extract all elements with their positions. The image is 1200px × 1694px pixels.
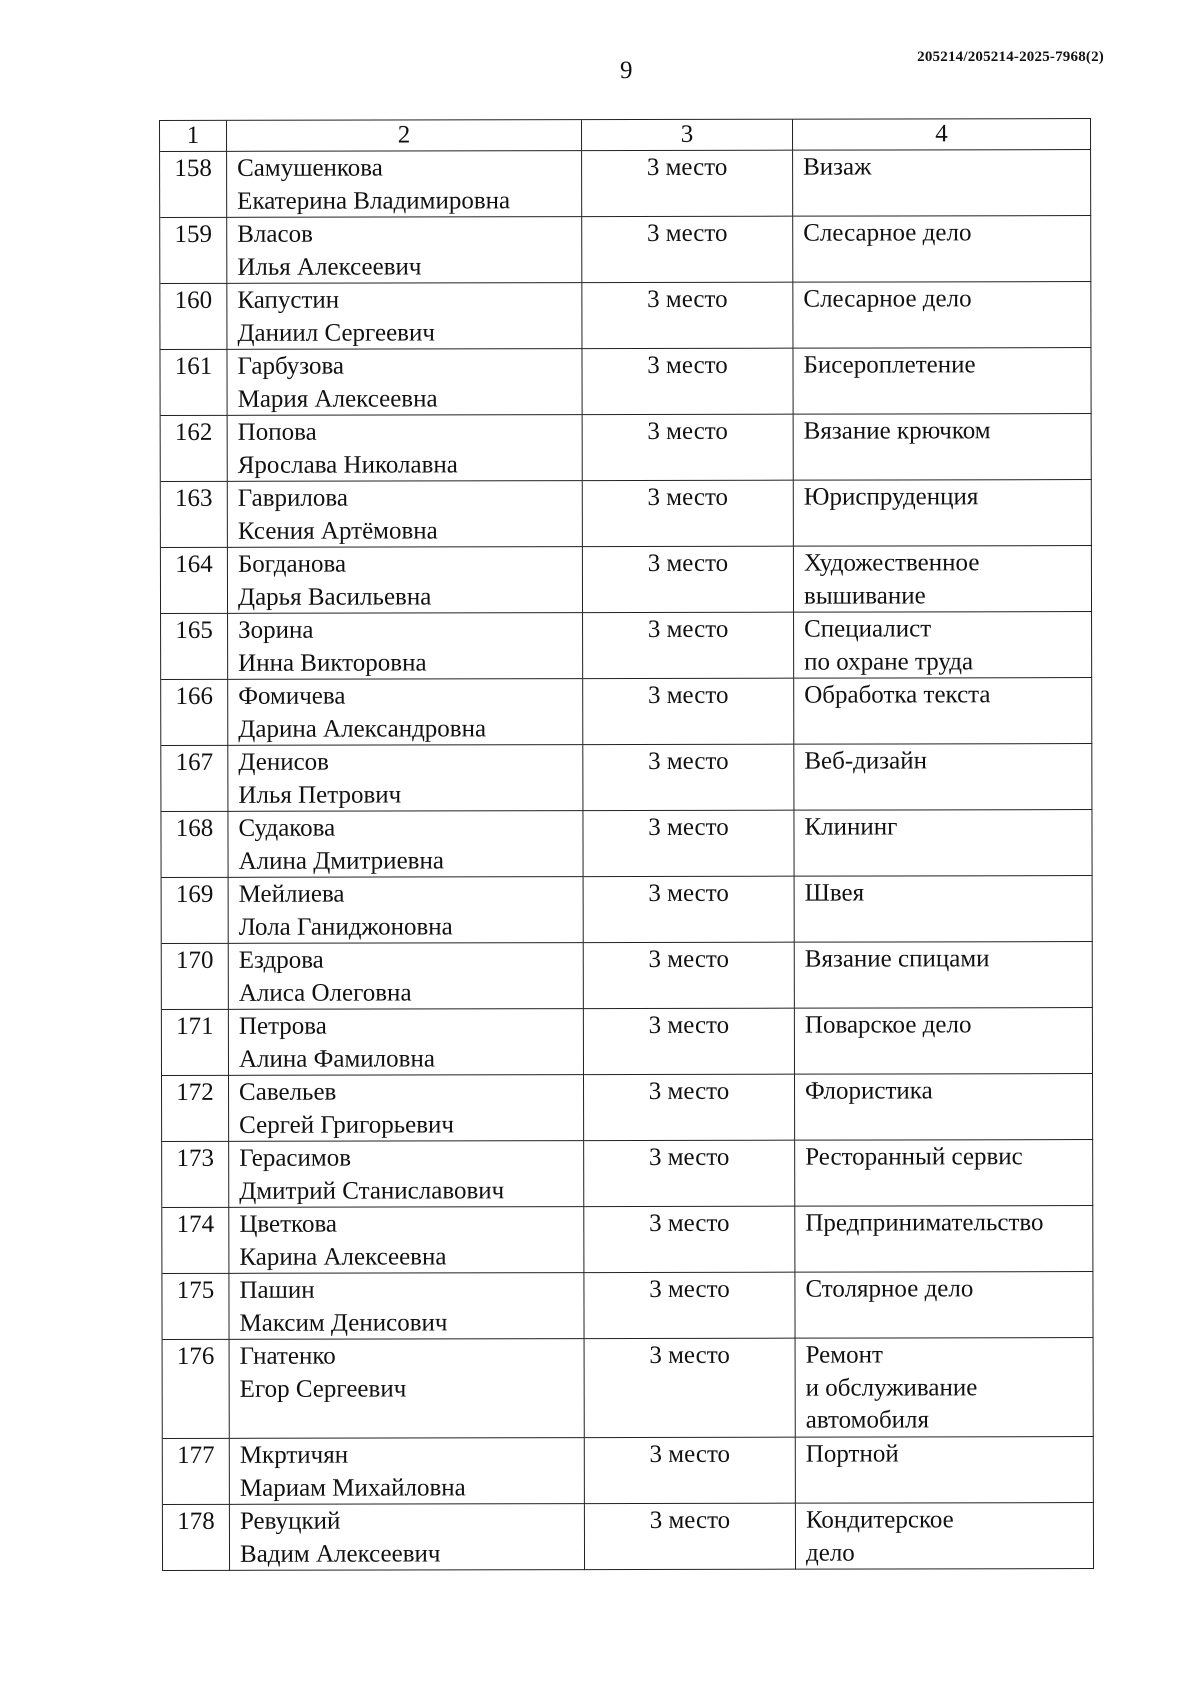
participant-surname: Ездрова [238, 946, 324, 974]
place-cell: 3 место [583, 547, 794, 613]
participant-surname: Мейлиева [238, 880, 345, 908]
table-row [160, 216, 1091, 284]
table-row [162, 876, 1093, 944]
column-header-2: 2 [227, 120, 582, 152]
row-number: 162 [161, 416, 228, 482]
category-cell [796, 1338, 1094, 1438]
category-cell [793, 216, 1091, 283]
table-row [162, 1272, 1093, 1340]
place-cell: 3 место [582, 283, 793, 349]
participant-cell [229, 943, 584, 1010]
participant-surname: Богданова [237, 550, 347, 578]
participant-name: Дмитрий Станиславович [239, 1176, 505, 1205]
row-number: 173 [162, 1142, 229, 1208]
row-number: 160 [160, 284, 227, 350]
participant-cell [227, 283, 582, 350]
category-cell [794, 480, 1092, 547]
table-row [162, 1074, 1093, 1142]
row-number: 161 [160, 350, 227, 416]
participant-surname: Мкртичян [239, 1441, 349, 1469]
participant-cell [230, 1438, 585, 1505]
category-cell [795, 1074, 1093, 1141]
row-number: 174 [162, 1208, 229, 1274]
category-text: Ресторанный сервис [805, 1143, 1023, 1171]
participant-cell [228, 481, 583, 548]
participant-surname: Гарбузова [237, 352, 345, 380]
category-cell [794, 810, 1092, 877]
category-text: Слесарное дело [803, 219, 972, 247]
category-cell [796, 1437, 1094, 1504]
table-row [163, 1437, 1094, 1505]
participant-surname: Ревуцкий [239, 1507, 341, 1535]
category-cell [793, 348, 1091, 415]
row-number: 164 [161, 548, 228, 614]
participant-surname: Петрова [238, 1012, 327, 1040]
participant-cell [228, 745, 583, 812]
participant-surname: Герасимов [239, 1144, 352, 1172]
participant-cell [229, 1207, 584, 1274]
category-text: Художественное вышивание [803, 549, 980, 610]
category-text: Клининг [804, 813, 898, 841]
category-cell [795, 1272, 1093, 1339]
category-text: Вязание спицами [804, 945, 990, 973]
category-text: Кондитерское дело [805, 1506, 954, 1567]
participant-name: Вадим Алексеевич [239, 1539, 441, 1568]
category-text: Поварское дело [804, 1011, 972, 1039]
page-number: 9 [620, 57, 633, 84]
participant-name: Екатерина Владимировна [237, 186, 511, 215]
row-number: 172 [162, 1076, 229, 1142]
column-header-4: 4 [793, 119, 1091, 151]
table-row [161, 678, 1092, 746]
participant-cell [229, 1075, 584, 1142]
participant-surname: Капустин [237, 286, 340, 314]
participant-cell [227, 349, 582, 416]
place-cell: 3 место [582, 151, 793, 217]
participant-cell [228, 679, 583, 746]
participant-name: Мария Алексеевна [237, 384, 438, 413]
category-cell [795, 1140, 1093, 1207]
table-header-row [160, 119, 1091, 152]
place-cell: 3 место [583, 745, 794, 811]
place-cell: 3 место [583, 679, 794, 745]
participant-surname: Самушенкова [237, 154, 383, 182]
participant-surname: Попова [237, 418, 317, 446]
participant-surname: Зорина [238, 616, 314, 644]
participant-surname: Судакова [238, 814, 336, 842]
participant-name: Алиса Олеговна [238, 978, 412, 1007]
column-header-1: 1 [160, 121, 227, 152]
participant-name: Дарья Васильевна [237, 582, 432, 611]
row-number: 165 [161, 614, 228, 680]
table-row [161, 612, 1092, 680]
place-cell: 3 место [584, 877, 795, 943]
participant-cell [229, 1273, 584, 1340]
place-cell: 3 место [583, 481, 794, 547]
category-cell [795, 876, 1093, 943]
place-cell: 3 место [583, 613, 794, 679]
participant-surname: Денисов [238, 748, 329, 776]
participant-cell [228, 547, 583, 614]
row-number: 170 [162, 944, 229, 1010]
category-text: Обработка текста [804, 681, 991, 709]
table-row [161, 744, 1092, 812]
row-number: 159 [160, 218, 227, 284]
category-text: Предпринимательство [805, 1209, 1044, 1237]
category-cell [794, 744, 1092, 811]
category-cell [795, 1008, 1093, 1075]
table-row [162, 1206, 1093, 1274]
table-row [160, 150, 1091, 218]
participant-cell [228, 613, 583, 680]
table-row [161, 480, 1092, 548]
participant-cell [228, 415, 583, 482]
category-text: Ремонт и обслуживание автомобиля [805, 1341, 978, 1434]
participant-cell [228, 811, 583, 878]
participant-name: Карина Алексеевна [239, 1242, 447, 1271]
category-text: Бисероплетение [803, 351, 976, 379]
participant-cell [227, 217, 582, 284]
category-text: Швея [804, 879, 865, 907]
participant-name: Ярослава Николавна [237, 450, 458, 479]
category-cell [793, 150, 1091, 217]
table-row [160, 282, 1091, 350]
category-text: Специалист по охране труда [804, 615, 974, 676]
place-cell: 3 место [584, 1273, 795, 1339]
table-row [162, 1008, 1093, 1076]
row-number: 177 [163, 1439, 230, 1505]
participant-cell [229, 1009, 584, 1076]
participant-cell [227, 151, 582, 218]
table-row [161, 810, 1092, 878]
table-row [160, 348, 1091, 416]
category-cell [794, 546, 1092, 613]
table-body [160, 150, 1094, 1571]
participant-name: Лола Ганиджоновна [238, 912, 453, 941]
place-cell: 3 место [585, 1438, 796, 1504]
participant-surname: Власов [237, 220, 313, 248]
row-number: 167 [161, 746, 228, 812]
place-cell: 3 место [582, 349, 793, 415]
row-number: 176 [163, 1340, 230, 1439]
category-text: Визаж [803, 153, 872, 181]
participant-name: Дарина Александровна [238, 714, 487, 743]
participant-surname: Пашин [239, 1276, 315, 1304]
place-cell: 3 место [584, 1141, 795, 1207]
participant-surname: Гаврилова [237, 484, 348, 512]
category-text: Портной [805, 1440, 899, 1468]
table-row [161, 414, 1092, 482]
row-number: 175 [162, 1274, 229, 1340]
category-text: Слесарное дело [803, 285, 972, 313]
category-text: Юриспруденция [803, 483, 979, 511]
participant-name: Егор Сергеевич [239, 1374, 407, 1403]
participant-surname: Савельев [239, 1078, 337, 1106]
participant-cell [230, 1504, 585, 1571]
row-number: 158 [160, 152, 227, 218]
participant-surname: Гнатенко [239, 1342, 336, 1370]
table-row [162, 942, 1093, 1010]
table-row [162, 1140, 1093, 1208]
participant-name: Мариам Михайловна [239, 1473, 466, 1502]
row-number: 171 [162, 1010, 229, 1076]
category-cell [796, 1503, 1094, 1570]
table-row [163, 1338, 1094, 1439]
category-text: Веб-дизайн [804, 747, 928, 775]
participant-cell [230, 1339, 585, 1439]
category-cell [794, 414, 1092, 481]
category-cell [795, 1206, 1093, 1273]
place-cell: 3 место [582, 217, 793, 283]
participant-cell [229, 1141, 584, 1208]
participant-name: Илья Алексеевич [237, 252, 422, 281]
place-cell: 3 место [584, 943, 795, 1009]
participant-name: Сергей Григорьевич [239, 1110, 455, 1139]
category-cell [795, 942, 1093, 1009]
participant-name: Алина Фамиловна [238, 1044, 435, 1073]
place-cell: 3 место [584, 1009, 795, 1075]
place-cell: 3 место [584, 1207, 795, 1273]
row-number: 178 [163, 1505, 230, 1571]
row-number: 169 [162, 878, 229, 944]
participant-surname: Цветкова [239, 1210, 338, 1238]
table-row [163, 1503, 1094, 1571]
place-cell: 3 место [583, 415, 794, 481]
column-header-3: 3 [582, 120, 793, 151]
participant-name: Алина Дмитриевна [238, 846, 444, 875]
row-number: 163 [161, 482, 228, 548]
row-number: 166 [161, 680, 228, 746]
category-text: Вязание крючком [803, 417, 991, 445]
participant-name: Илья Петрович [238, 780, 402, 809]
participant-name: Ксения Артёмовна [237, 516, 438, 545]
category-text: Столярное дело [805, 1275, 974, 1303]
place-cell: 3 место [585, 1504, 796, 1570]
place-cell: 3 место [584, 1075, 795, 1141]
category-cell [793, 282, 1091, 349]
category-cell [794, 678, 1092, 745]
participant-surname: Фомичева [238, 682, 346, 710]
category-text: Флористика [805, 1077, 933, 1105]
participant-name: Даниил Сергеевич [237, 318, 435, 347]
participant-cell [229, 877, 584, 944]
document-id: 205214/205214-2025-7968(2) [917, 49, 1104, 65]
category-cell [794, 612, 1092, 679]
place-cell: 3 место [585, 1339, 796, 1438]
place-cell: 3 место [583, 811, 794, 877]
row-number: 168 [161, 812, 228, 878]
results-table [159, 118, 1094, 1571]
participant-name: Максим Денисович [239, 1308, 448, 1337]
participant-name: Инна Викторовна [238, 648, 427, 677]
table-row [161, 546, 1092, 614]
